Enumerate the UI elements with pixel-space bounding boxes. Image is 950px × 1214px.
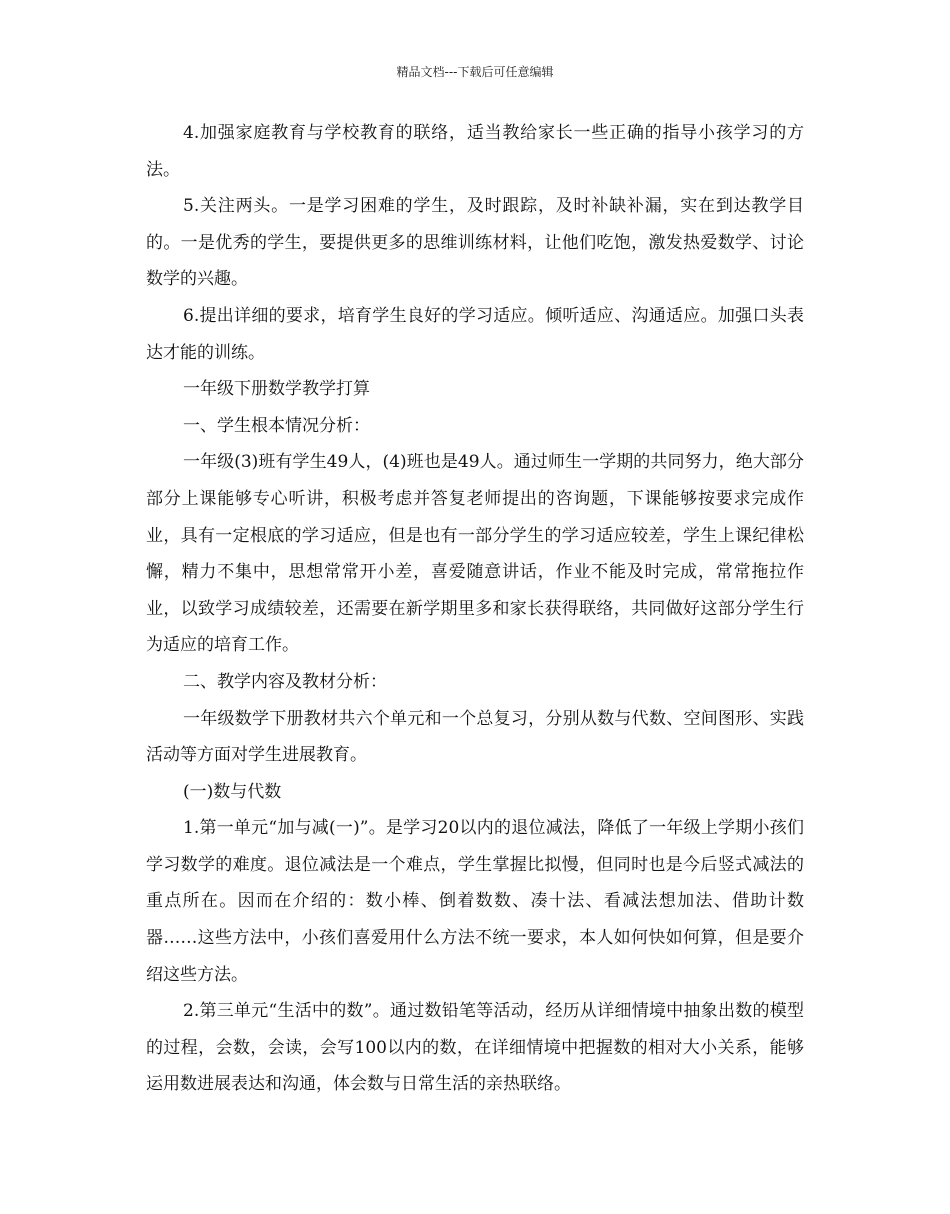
paragraph-content-analysis: 一年级数学下册教材共六个单元和一个总复习，分别从数与代数、空间图形、实践活动等方面对学生进展教育。	[146, 708, 804, 766]
paragraph-item-4: 4.加强家庭教育与学校教育的联络，适当教给家长一些正确的指导小孩学习的方法。	[146, 123, 804, 180]
page-header: 精品文档---下载后可任意编辑	[396, 65, 554, 79]
section-title: 一年级下册数学教学打算	[183, 379, 370, 400]
heading-content-analysis: 二、教学内容及教材分析：	[183, 671, 387, 692]
paragraph-student-analysis: 一年级(3)班有学生49人，(4)班也是49人。通过师生一学期的共同努力，绝大部分部分上课能够专心听讲，积极考虑并答复老师提出的咨询题，下课能够按要求完成作业，具有一定根底的学习适应，但是也有一部分学生的学习适应较差，学生上课纪律松懈，精力不集中，思想常常开小差，喜爱随意讲话，作业不能及时完成，常常拖拉作业，以致学习成绩较差，还需要在新学期里多和家长获得联络，共同做好这部分学生行为适应的培育工作。	[146, 452, 804, 656]
paragraph-unit-1: 1.第一单元“加与减(一)”。是学习20以内的退位减法，降低了一年级上学期小孩们学习数学的难度。退位减法是一个难点，学生掌握比拟慢，但同时也是今后竖式减法的重点所在。因而在介绍的：数小棒、倒着数数、凑十法、看减法想加法、借助计数器……这些方法中，小孩们喜爱用什么方法不统一要求，本人如何快如何算，但是要介绍这些方法。	[146, 818, 804, 985]
paragraph-unit-3: 2.第三单元“生活中的数”。通过数铅笔等活动，经历从详细情境中抽象出数的模型的过程，会数，会读，会写100以内的数，在详细情境中把握数的相对大小关系，能够运用数进展表达和沟通，体会数与日常生活的亲热联络。	[146, 1001, 804, 1095]
subheading-number-algebra: (一)数与代数	[183, 781, 282, 802]
document-body	[146, 115, 804, 1103]
paragraph-item-5: 5.关注两头。一是学习困难的学生，及时跟踪，及时补缺补漏，实在到达教学目的。一是优秀的学生，要提供更多的思维训练材料，让他们吃饱，激发热爱数学、讨论数学的兴趣。	[146, 196, 804, 290]
heading-student-analysis: 一、学生根本情况分析：	[183, 415, 370, 436]
paragraph-item-6: 6.提出详细的要求，培育学生良好的学习适应。倾听适应、沟通适应。加强口头表达才能的训练。	[146, 305, 804, 363]
